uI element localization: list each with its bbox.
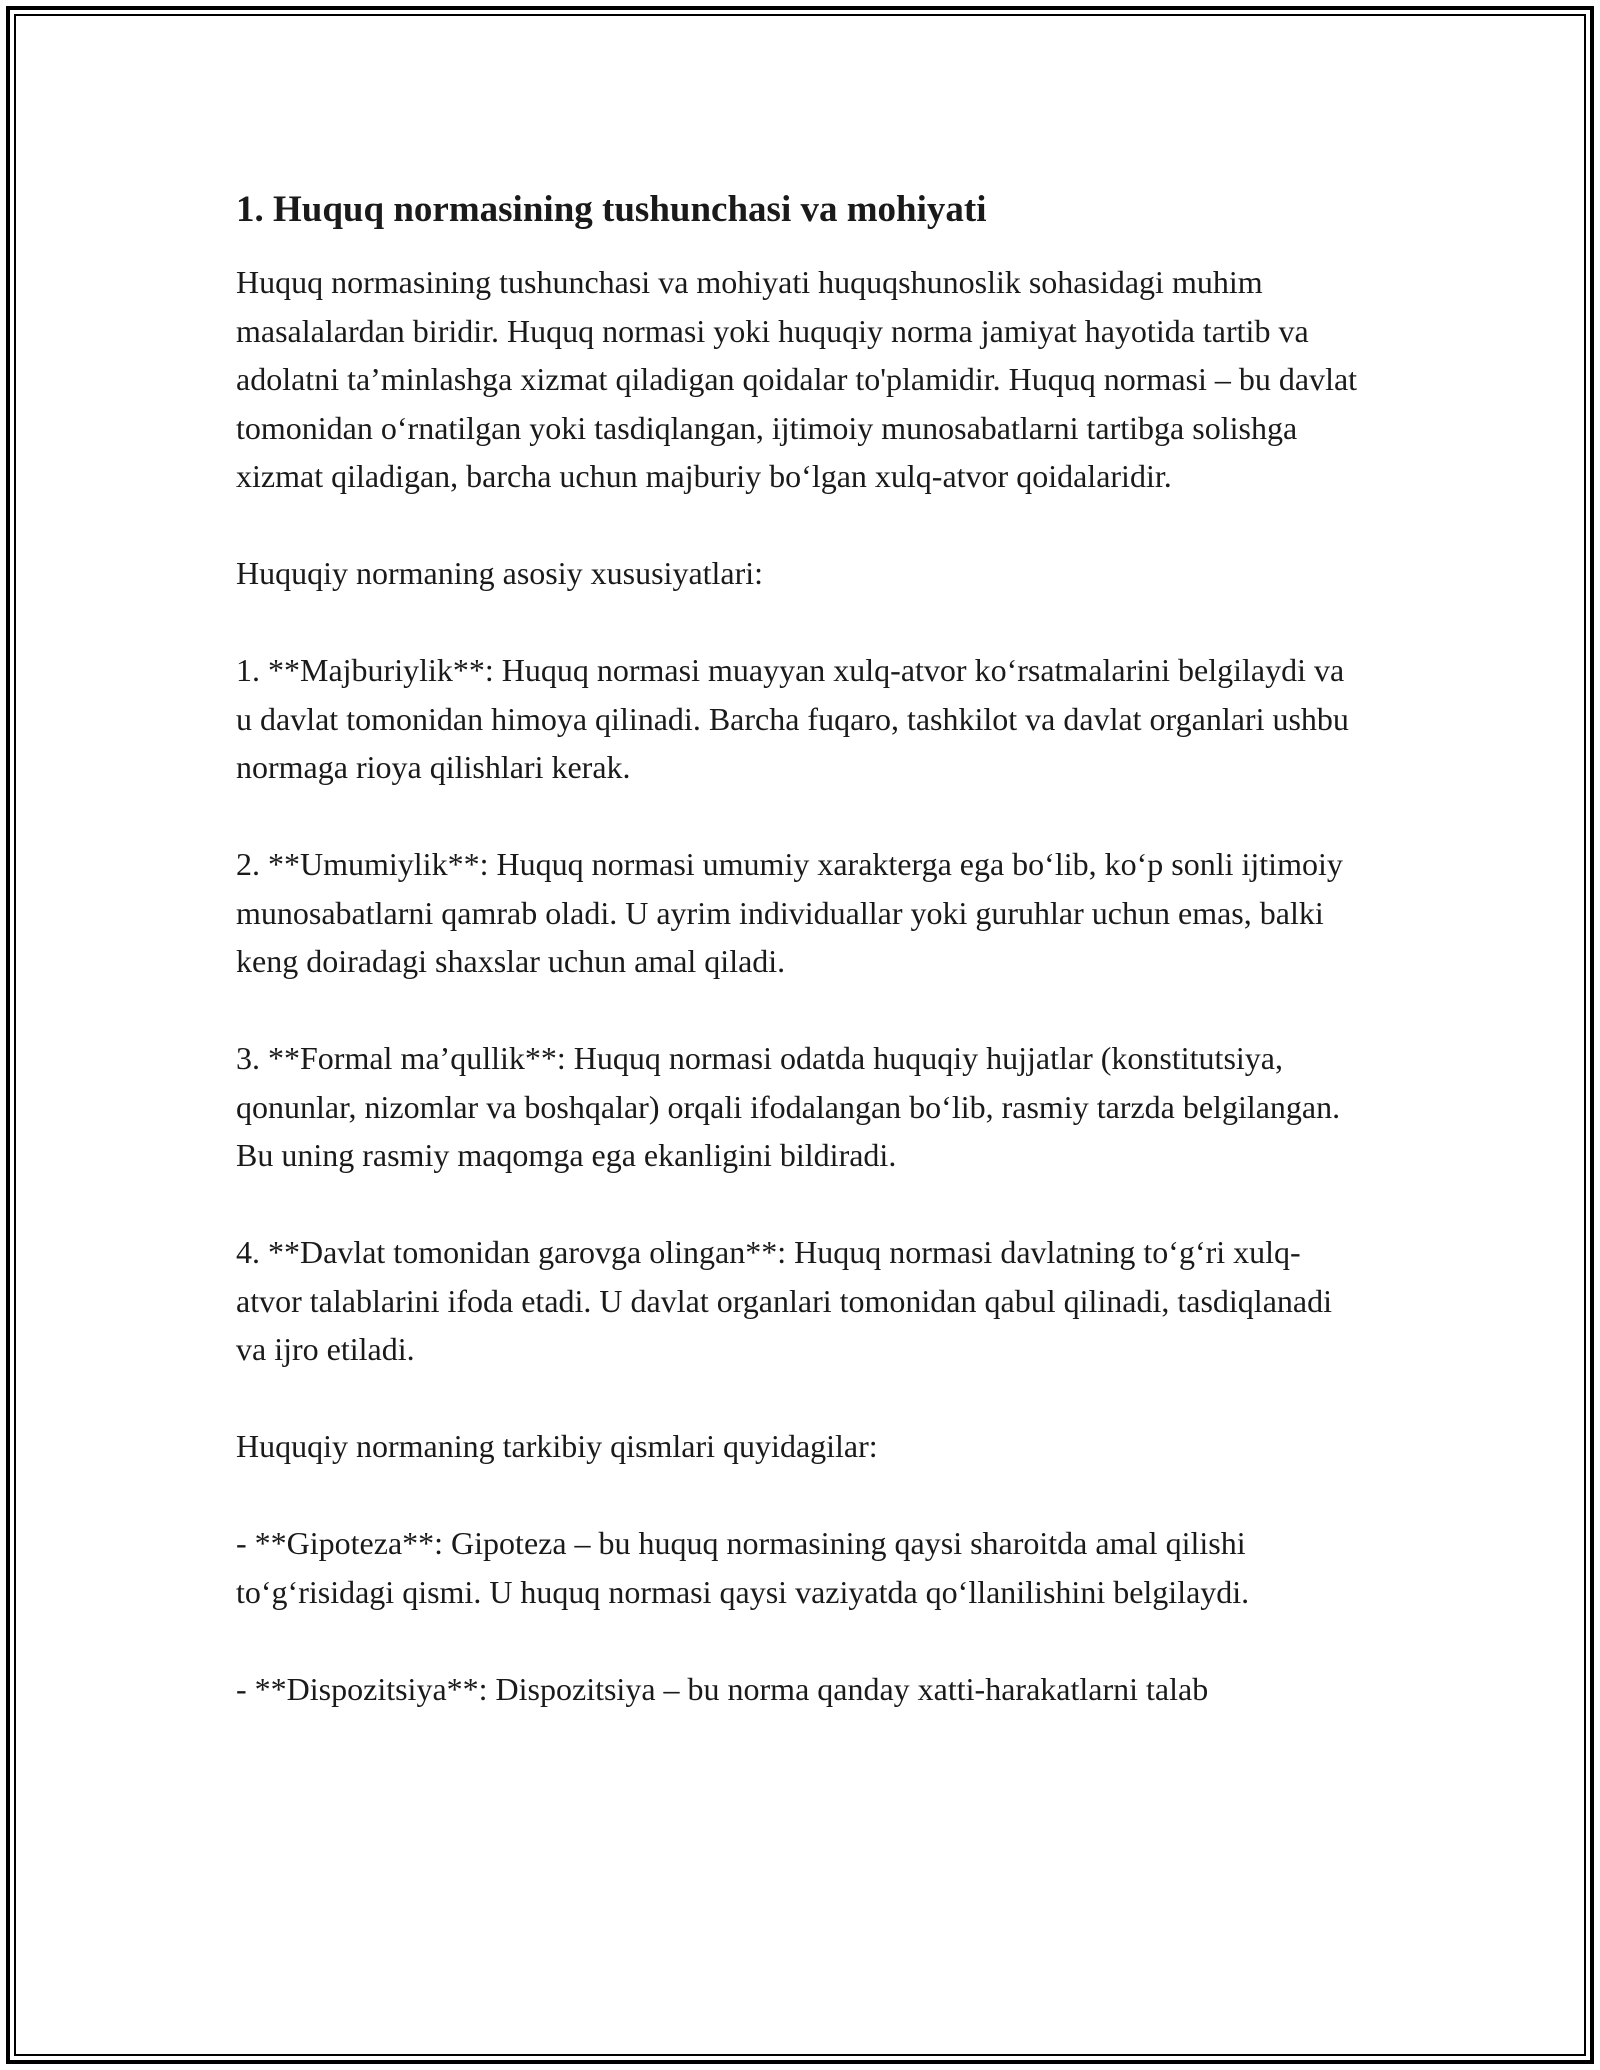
feature-item-1: 1. **Majburiylik**: Huquq normasi muayyan xulq-atvor ko‘rsatmalarini belgilaydi va u davlat tomonidan himoya qilinadi. Barcha fuqaro, tashkilot va davlat organlari ushbu normaga rioya qilishlari kerak. <box>236 652 1349 785</box>
document-body <box>236 186 1366 1762</box>
feature-item-3: 3. **Formal ma’qullik**: Huquq normasi odatda huquqiy hujjatlar (konstitutsiya, qonunlar, nizomlar va boshqalar) orqali ifodalangan bo‘lib, rasmiy tarzda belgilangan. Bu uning rasmiy maqomga ega ekanligini bildiradi. <box>236 1040 1341 1173</box>
feature-item-4: 4. **Davlat tomonidan garovga olingan**: Huquq normasi davlatning to‘g‘ri xulq-atvor talablarini ifoda etadi. U davlat organlari tomonidan qabul qilinadi, tasdiqlanadi va ijro etiladi. <box>236 1234 1332 1367</box>
component-item-gipoteza: - **Gipoteza**: Gipoteza – bu huquq normasining qaysi sharoitda amal qilishi to‘g‘risidagi qismi. U huquq normasi qaysi vaziyatda qo‘llanilishini belgilaydi. <box>236 1525 1250 1610</box>
components-intro: Huquqiy normaning tarkibiy qismlari quyidagilar: <box>236 1428 878 1464</box>
component-item-dispozitsiya: - **Dispozitsiya**: Dispozitsiya – bu norma qanday xatti-harakatlarni talab <box>236 1670 1209 1707</box>
feature-item-2: 2. **Umumiylik**: Huquq normasi umumiy xarakterga ega bo‘lib, ko‘p sonli ijtimoiy munosabatlarni qamrab oladi. U ayrim individuallar yoki guruhlar uchun emas, balki keng doiradagi shaxslar uchun amal qiladi. <box>236 846 1343 979</box>
section-heading: 1. Huquq normasining tushunchasi va mohiyati <box>236 189 987 230</box>
intro-paragraph: Huquq normasining tushunchasi va mohiyati huquqshunoslik sohasidagi muhim masalalardan biridir. Huquq normasi yoki huquqiy norma jamiyat hayotida tartib va adolatni ta’minlashga xizmat qiladigan qoidalar to'plamidir. Huquq normasi – bu davlat tomonidan o‘rnatilgan yoki tasdiqlangan, ijtimoiy munosabatlarni tartibga solishga xizmat qiladigan, barcha uchun majburiy bo‘lgan xulq-atvor qoidalaridir. <box>236 264 1358 494</box>
features-intro: Huquqiy normaning asosiy xususiyatlari: <box>236 555 764 591</box>
